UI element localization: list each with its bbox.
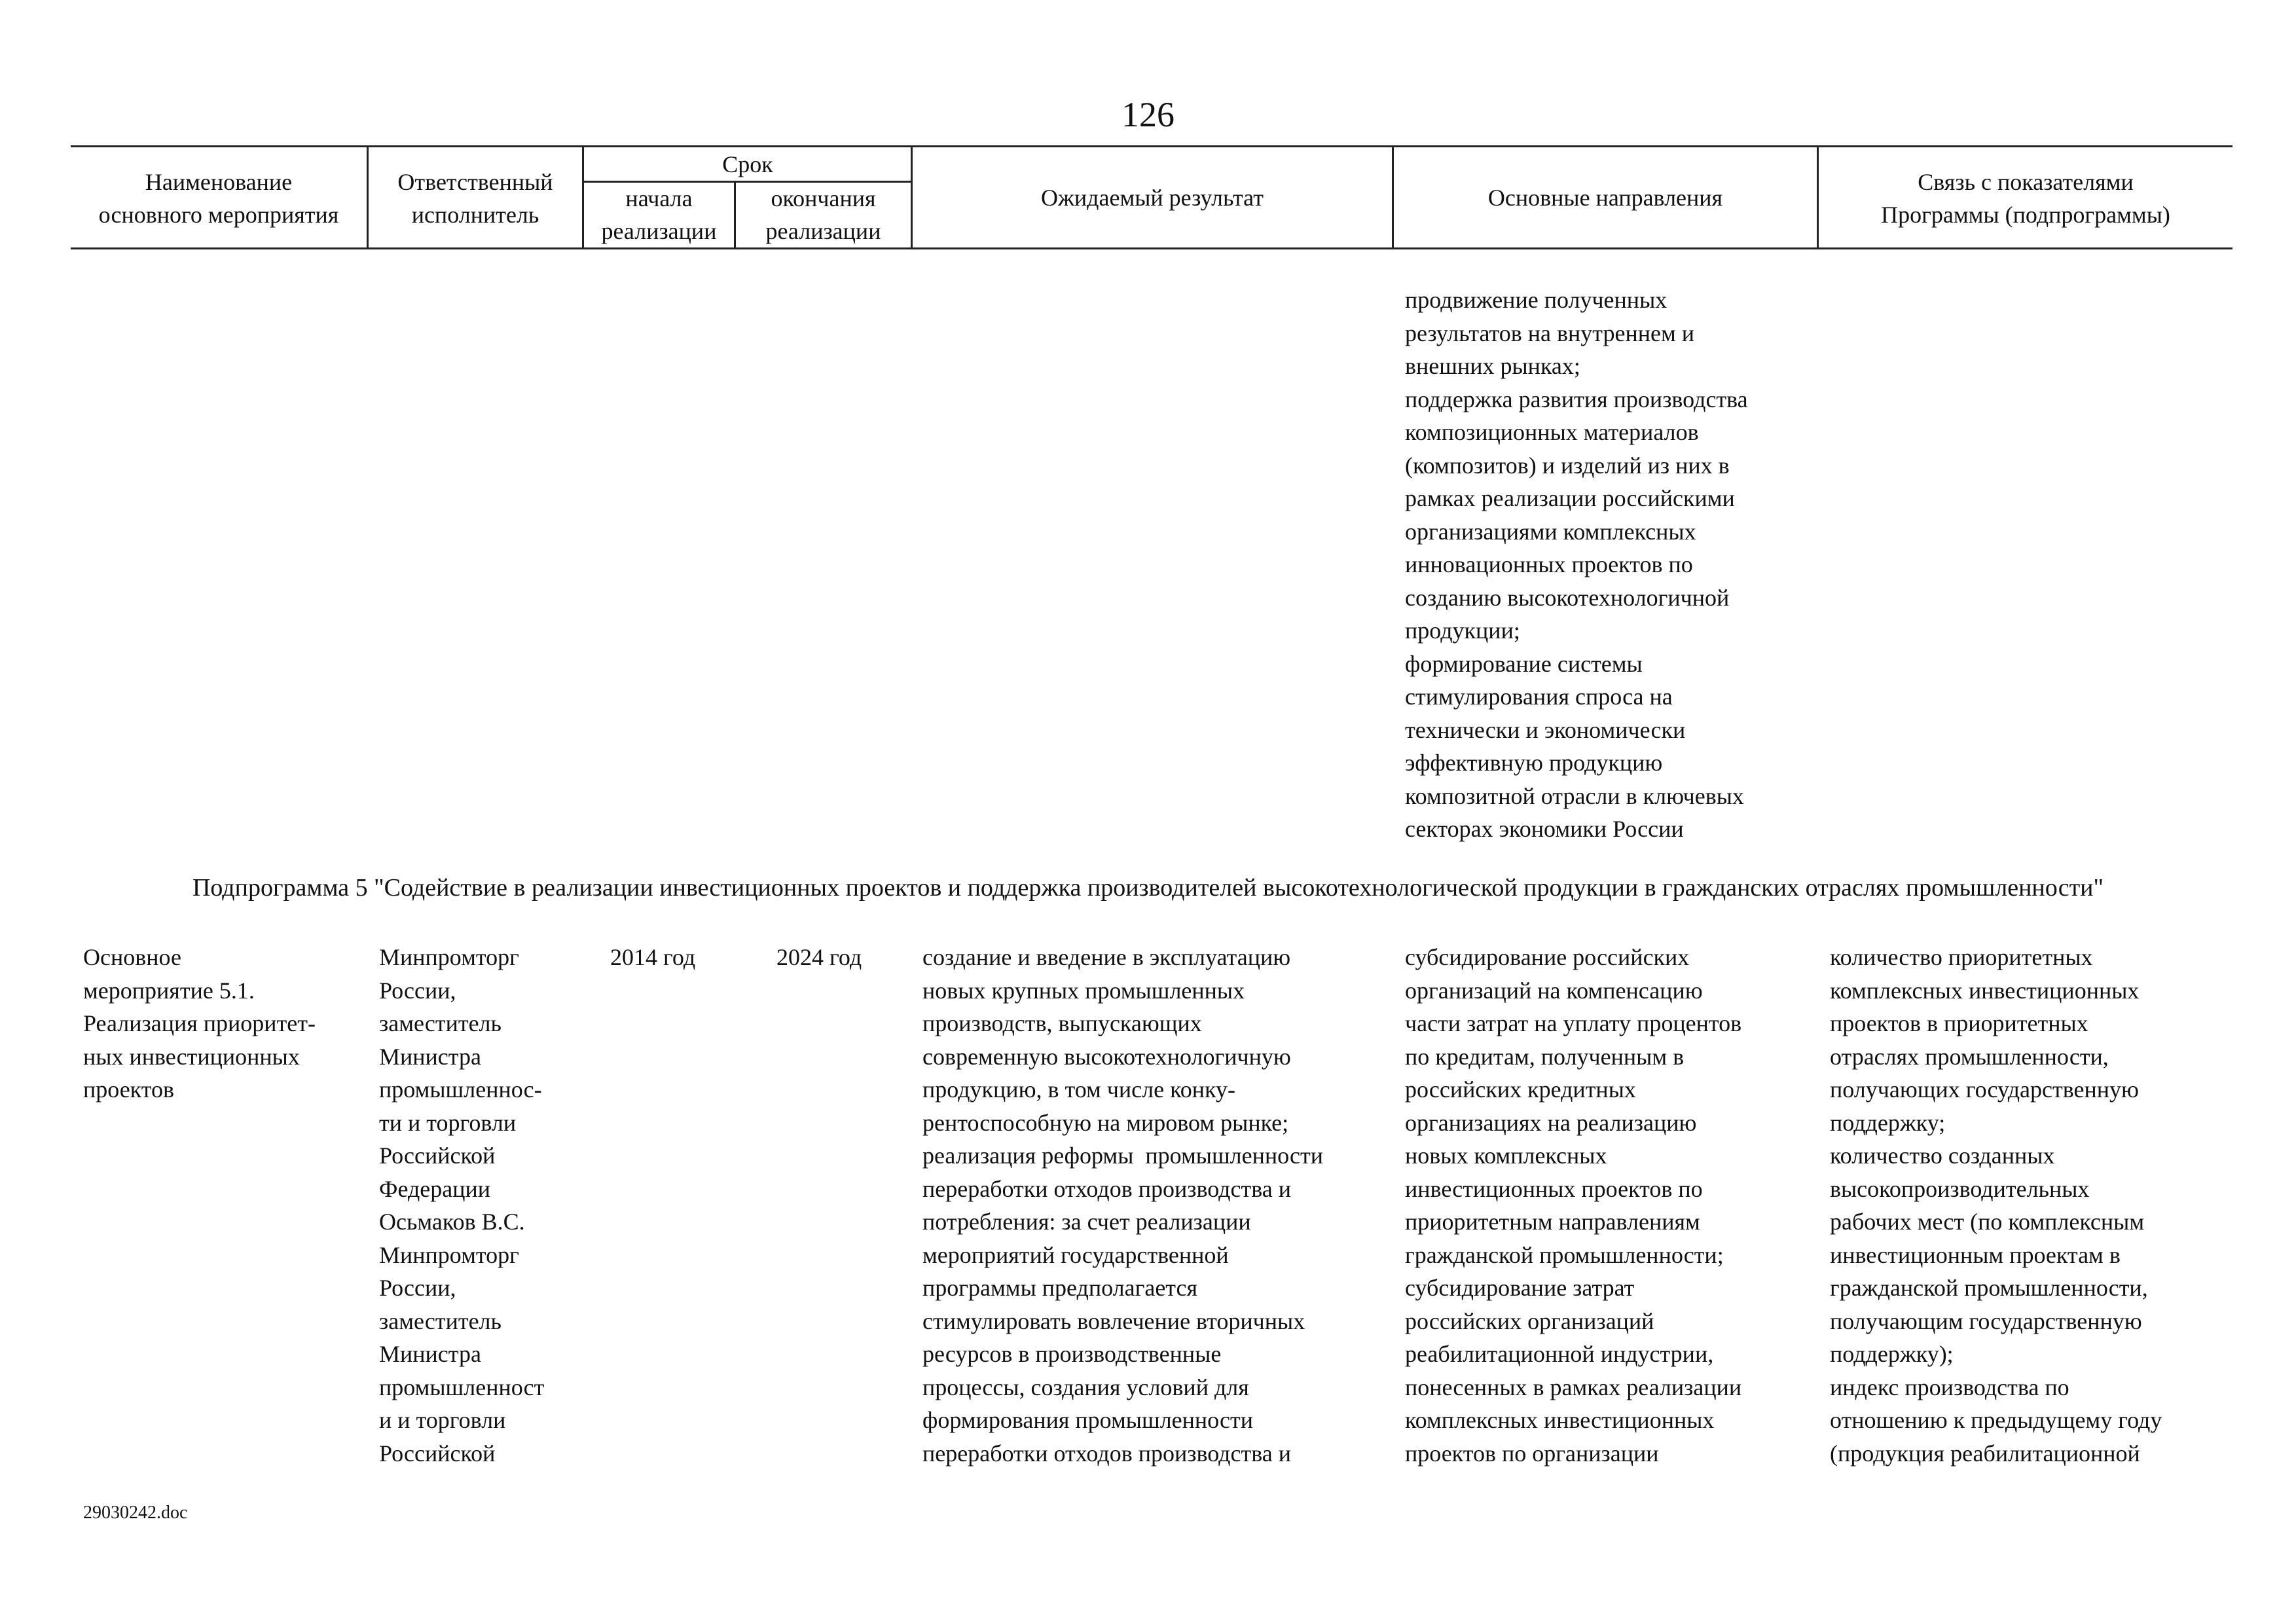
continued-line: (композитов) и изделий из них в <box>1405 452 1730 479</box>
indicator-line: отраслях промышленности, <box>1830 1043 2109 1070</box>
direction-line: организациях на реализацию <box>1405 1109 1697 1136</box>
direction-line: понесенных в рамках реализации <box>1405 1374 1742 1400</box>
result-line: программы предполагается <box>922 1275 1198 1301</box>
responsible-line: Минпромторг <box>379 1241 519 1268</box>
continued-line: продукции; <box>1405 617 1520 644</box>
responsible-line: России, <box>379 1275 456 1301</box>
responsible-line: заместитель <box>379 1307 501 1334</box>
result-line: ресурсов в производственные <box>922 1341 1222 1367</box>
result-line: переработки отходов производства и <box>922 1175 1291 1202</box>
header-responsible-line2: исполнитель <box>411 202 539 228</box>
indicator-line: инвестиционным проектам в <box>1830 1241 2121 1268</box>
result-line: переработки отходов производства и <box>922 1440 1291 1467</box>
header-srok: Срок <box>722 151 773 177</box>
header-bottom-rule <box>71 247 2232 249</box>
indicator-line: поддержку); <box>1830 1341 1954 1367</box>
continued-line: композиционных материалов <box>1405 419 1699 445</box>
continued-directions <box>1405 283 1748 846</box>
responsible-executor <box>379 941 544 1470</box>
continued-line: продвижение полученных <box>1405 287 1667 313</box>
responsible-line: заместитель <box>379 1010 501 1036</box>
responsible-line: Министра <box>379 1341 481 1367</box>
continued-line: стимулирования спроса на <box>1405 684 1673 710</box>
indicator-line: поддержку; <box>1830 1109 1946 1136</box>
continued-line: композитной отрасли в ключевых <box>1405 782 1744 809</box>
header-srok-end <box>736 182 911 247</box>
result-line: процессы, создания условий для <box>922 1374 1249 1400</box>
direction-line: проектов по организации <box>1405 1440 1659 1467</box>
header-responsible-line1: Ответственный <box>397 169 553 195</box>
result-line: новых крупных промышленных <box>922 977 1245 1004</box>
result-line: мероприятий государственной <box>922 1241 1229 1268</box>
indicator-line: получающих государственную <box>1830 1076 2139 1103</box>
continued-line: организациями комплексных <box>1405 518 1696 545</box>
end-year: 2024 год <box>776 944 862 970</box>
direction-line: части затрат на уплату процентов <box>1405 1010 1742 1036</box>
header-name-line2: основного мероприятия <box>98 202 339 228</box>
expected-result <box>922 941 1323 1470</box>
indicator-line: отношению к предыдущему году <box>1830 1407 2162 1433</box>
direction-line: субсидирование российских <box>1405 944 1690 970</box>
header-srok-start-line2: реализации <box>601 218 717 244</box>
responsible-line: ти и торговли <box>379 1109 517 1136</box>
responsible-line: Минпромторг <box>379 944 519 970</box>
result-line: рентоспособную на мировом рынке; <box>922 1109 1289 1136</box>
responsible-line: промышленност <box>379 1374 545 1400</box>
activity-name-line: ных инвестиционных <box>83 1043 300 1070</box>
header-top-rule <box>71 145 2232 147</box>
result-line: производств, выпускающих <box>922 1010 1202 1036</box>
responsible-line: и и торговли <box>379 1407 506 1433</box>
direction-line: реабилитационной индустрии, <box>1405 1341 1714 1367</box>
result-line: потребления: за счет реализации <box>922 1209 1251 1235</box>
activity-name-line: Реализация приоритет- <box>83 1010 316 1036</box>
indicator-line: количество приоритетных <box>1830 944 2093 970</box>
continued-line: секторах экономики России <box>1405 816 1684 842</box>
activity-name-line: мероприятие 5.1. <box>83 977 255 1004</box>
header-name-col <box>71 166 367 231</box>
program-indicators <box>1830 941 2162 1470</box>
direction-line: организаций на компенсацию <box>1405 977 1703 1004</box>
continued-line: поддержка развития производства <box>1405 386 1748 412</box>
activity-name <box>83 941 316 1106</box>
direction-line: приоритетным направлениям <box>1405 1209 1700 1235</box>
direction-line: инвестиционных проектов по <box>1405 1175 1703 1202</box>
responsible-line: Министра <box>379 1043 481 1070</box>
header-srok-start <box>584 182 734 247</box>
result-line: стимулировать вовлечение вторичных <box>922 1307 1305 1334</box>
indicator-line: проектов в приоритетных <box>1830 1010 2088 1036</box>
header-srok-end-line2: реализации <box>765 218 881 244</box>
continued-line: рамках реализации российскими <box>1405 485 1735 511</box>
activity-name-line: проектов <box>83 1076 174 1103</box>
responsible-line: Российской <box>379 1440 496 1467</box>
direction-line: гражданской промышленности; <box>1405 1241 1724 1268</box>
direction-line: российских кредитных <box>1405 1076 1636 1103</box>
indicator-line: (продукция реабилитационной <box>1830 1440 2140 1467</box>
direction-line: субсидирование затрат <box>1405 1275 1635 1301</box>
header-indicators-line1: Связь с показателями <box>1918 169 2134 195</box>
result-line: формирования промышленности <box>922 1407 1254 1433</box>
direction-line: комплексных инвестиционных <box>1405 1407 1715 1433</box>
header-result-col: Ожидаемый результат <box>1041 185 1264 211</box>
activity-name-line: Основное <box>83 944 181 970</box>
continued-line: созданию высокотехнологичной <box>1405 584 1730 611</box>
continued-line: эффективную продукцию <box>1405 750 1663 776</box>
indicator-line: гражданской промышленности, <box>1830 1275 2148 1301</box>
header-srok-end-line1: окончания <box>771 185 876 211</box>
header-srok-start-line1: начала <box>625 185 693 211</box>
page-number: 126 <box>1121 95 1175 134</box>
indicator-line: рабочих мест (по комплексным <box>1830 1209 2145 1235</box>
direction-line: новых комплексных <box>1405 1142 1607 1169</box>
result-line: реализация реформы промышленности <box>922 1142 1324 1169</box>
responsible-line: промышленнос- <box>379 1076 542 1103</box>
indicator-line: количество созданных <box>1830 1142 2055 1169</box>
result-line: продукцию, в том числе конку- <box>922 1076 1236 1103</box>
indicator-line: индекс производства по <box>1830 1374 2069 1400</box>
header-indicators-col <box>1819 166 2232 231</box>
result-line: современную высокотехнологичную <box>922 1043 1291 1070</box>
direction-line: российских организаций <box>1405 1307 1654 1334</box>
responsible-line: Федерации <box>379 1175 491 1202</box>
continued-line: технически и экономически <box>1405 716 1686 743</box>
subprogram-title: Подпрограмма 5 "Содействие в реализации инвестиционных проектов и поддержка производителей высокотехнологической продукции в гражданских отраслях промышленности" <box>192 874 2104 902</box>
indicator-line: высокопроизводительных <box>1830 1175 2090 1202</box>
continued-line: инновационных проектов по <box>1405 551 1693 577</box>
main-directions <box>1405 941 1741 1470</box>
header-name-line1: Наименование <box>145 169 293 195</box>
responsible-line: Российской <box>379 1142 496 1169</box>
indicator-line: получающим государственную <box>1830 1307 2142 1334</box>
footer-doc-code: 29030242.doc <box>83 1503 188 1523</box>
header-directions-col: Основные направления <box>1487 185 1723 211</box>
header-responsible-col <box>369 166 582 231</box>
result-line: создание и введение в эксплуатацию <box>922 944 1291 970</box>
continued-line: формирование системы <box>1405 650 1643 677</box>
direction-line: по кредитам, полученным в <box>1405 1043 1685 1070</box>
indicator-line: комплексных инвестиционных <box>1830 977 2140 1004</box>
responsible-line: Осьмаков В.С. <box>379 1209 525 1235</box>
start-year: 2014 год <box>610 944 696 970</box>
continued-line: внешних рынках; <box>1405 353 1580 379</box>
responsible-line: России, <box>379 977 456 1004</box>
continued-line: результатов на внутреннем и <box>1405 319 1695 346</box>
header-indicators-line2: Программы (подпрограммы) <box>1881 202 2170 228</box>
